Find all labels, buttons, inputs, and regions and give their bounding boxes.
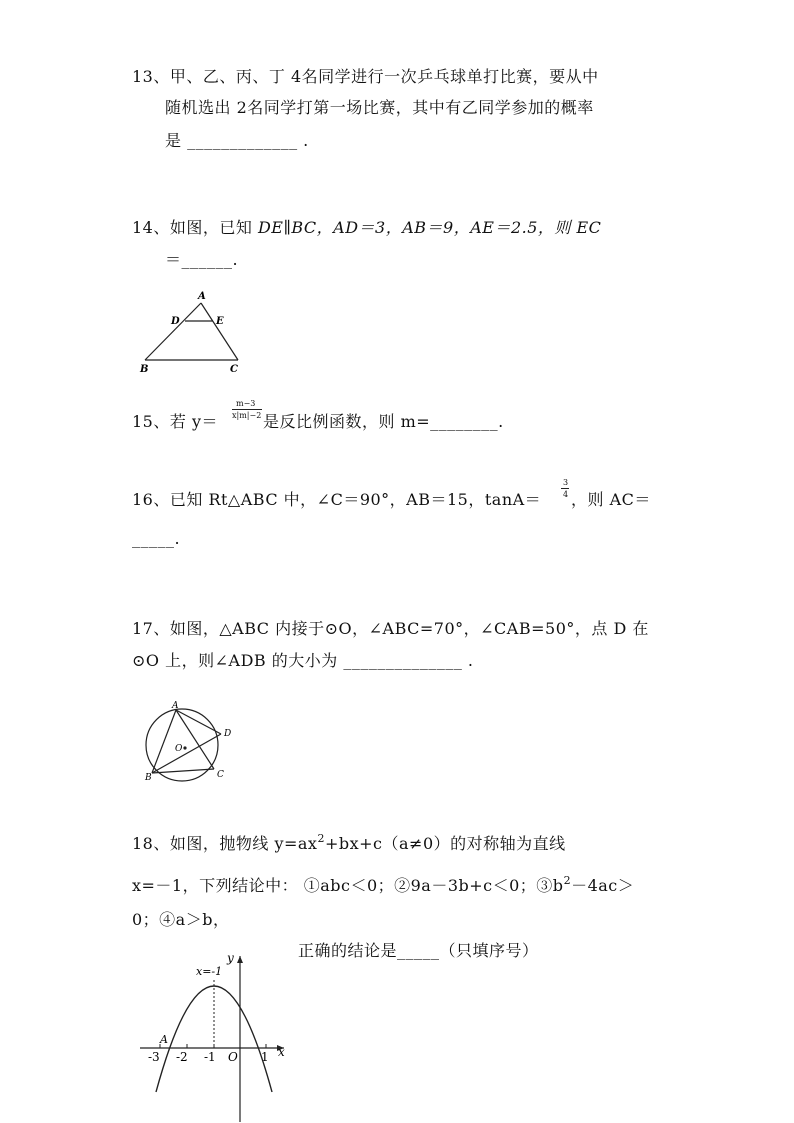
q15-prefix: 15、若 y＝ xyxy=(132,412,218,431)
q14-condition: DE∥BC，AD＝3，AB＝9，AE＝2.5，则 EC xyxy=(257,218,602,237)
q17-label-a: A xyxy=(172,701,179,711)
q18-line-2-sup: 2 xyxy=(563,874,572,887)
q17-label-b: B xyxy=(145,773,152,783)
q18-label-o: O xyxy=(228,1050,238,1064)
q16-fraction-bar xyxy=(561,488,569,489)
q14-line-1 xyxy=(132,218,601,238)
q14-line-2: ＝______. xyxy=(165,250,239,269)
q17-line-2: ⊙O 上，则∠ADB 的大小为 ______________ . xyxy=(132,651,474,670)
q16-fraction-numerator: 3 xyxy=(563,478,569,487)
q18-line-1b: +bx+c（a≠0）的对称轴为直线 xyxy=(324,834,566,853)
q14-label-a: A xyxy=(198,291,206,302)
q15-fraction-denominator: x|m|−2 xyxy=(232,411,262,420)
q13-line-1: 13、甲、乙、丙、丁 4名同学进行一次乒乓球单打比赛，要从中 xyxy=(132,67,599,86)
q14-label-b: B xyxy=(140,364,149,375)
q17-line-1: 17、如图，△ABC 内接于⊙O，∠ABC=70°，∠CAB=50°，点 D 在 xyxy=(132,619,649,638)
q18-tick-neg3: -3 xyxy=(148,1050,160,1064)
q18-tick-1: 1 xyxy=(261,1050,269,1064)
q17-label-d: D xyxy=(224,729,232,739)
q16-line-2: _____. xyxy=(132,529,181,548)
q18-line-4: 正确的结论是_____（只填序号） xyxy=(298,941,539,960)
q18-label-x: x xyxy=(278,1045,285,1059)
q13-line-2: 随机选出 2名同学打第一场比赛，其中有乙同学参加的概率 xyxy=(165,98,594,117)
q14-label-d: D xyxy=(171,316,180,327)
q18-line-1a: 18、如图，抛物线 y=ax xyxy=(132,834,318,853)
q14-label-e: E xyxy=(216,316,224,327)
q18-label-a: A xyxy=(160,1033,168,1046)
q16-suffix: ，则 AC＝ xyxy=(571,490,651,509)
q16-fraction-denominator: 4 xyxy=(563,490,569,499)
q14-label-c: C xyxy=(230,364,238,375)
q18-line-2b: －4ac＞ xyxy=(571,876,635,895)
q18-tick-neg1: -1 xyxy=(204,1050,216,1064)
q18-parabola-figure xyxy=(138,950,298,1122)
q15-fraction-numerator: m−3 xyxy=(236,399,256,408)
q18-line-3: 0；④a＞b， xyxy=(132,910,230,929)
q17-label-c: C xyxy=(217,770,224,780)
q18-line-2 xyxy=(132,876,634,898)
q17-circle-figure xyxy=(138,700,238,788)
q18-line-1 xyxy=(132,834,566,856)
q18-tick-neg2: -2 xyxy=(176,1050,188,1064)
q18-label-y: y xyxy=(227,951,234,965)
q15-fraction-bar xyxy=(232,409,262,410)
q13-line-3: 是 _____________ . xyxy=(165,131,309,150)
q18-line-2a: x=－1，下列结论中： ①abc＜0；②9a－3b+c＜0；③b xyxy=(132,876,564,895)
q18-line-1-sup: 2 xyxy=(317,832,325,845)
q14-triangle-figure xyxy=(135,288,255,378)
q15-suffix: 是反比例函数，则 m=________. xyxy=(263,412,504,431)
q14-number: 14、如图，已知 xyxy=(132,218,258,237)
q18-label-sym: x=-1 xyxy=(196,965,223,978)
q17-label-o: O xyxy=(175,744,183,754)
q16-prefix: 16、已知 Rt△ABC 中，∠C＝90°，AB＝15，tanA＝ xyxy=(132,490,542,509)
